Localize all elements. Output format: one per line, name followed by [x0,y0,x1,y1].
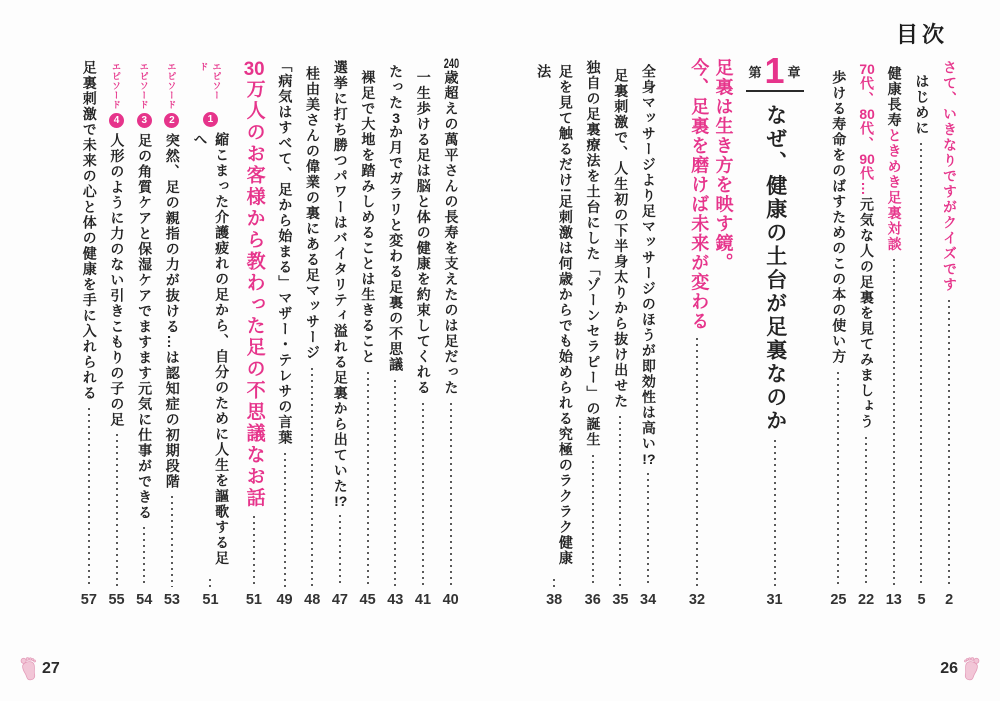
dotted-leader [394,380,396,588]
page-number: 49 [276,592,293,608]
dotted-leader [450,403,452,588]
toc-entry [637,56,659,608]
toc-entry [440,56,462,608]
folio-right [940,656,980,681]
toc-entry [274,56,296,608]
right-page-columns [526,50,960,608]
dotted-leader [619,416,621,587]
chapter-block [746,50,804,608]
dotted-leader [893,259,895,587]
dotted-leader [209,579,211,587]
toc-title: 目次 [895,22,948,47]
toc-entry-episode [161,56,183,608]
episode-label: エピソード [166,62,177,110]
dotted-leader [865,437,867,588]
toc-entry [610,56,632,608]
entry-text: 一生歩ける足は脳と体の健康を約束してくれる [415,70,432,396]
toc-entry [412,56,434,608]
page-number: 54 [136,592,153,608]
left-page-columns [72,56,461,608]
toc-entry [911,56,933,608]
entry-text: 人形のように力のない引きこもりの子の足 [109,132,126,427]
chapter-heading: 第 1 章 [746,56,804,92]
entry-text: 突然、足の親指の力が抜ける…は認知症の初期段階 [164,132,181,489]
page-number: 13 [885,592,902,608]
page-number: 32 [688,592,706,608]
dotted-leader [696,338,698,587]
entry-text: 240歳超えの萬平さんの長寿を支えたのは足だった [443,56,460,396]
page-number: 57 [80,592,97,608]
dotted-leader [253,516,255,587]
dotted-leader [284,453,286,588]
episode-label: エピソード [111,62,122,110]
page-number: 34 [640,592,657,608]
chapter-title: なぜ、健康の土台が足裏なのか [763,103,787,433]
dotted-leader [592,455,594,588]
episode-number-badge: 4 [109,113,124,128]
entry-text: たった3か月でガラリと変わる足裏の不思議 [388,64,405,373]
dotted-leader [837,372,839,588]
entry-text: 健康長寿ときめき足裏対談 [886,66,903,252]
page-number: 25 [830,592,847,608]
entry-text: 縮こまった介護疲れの足から、自分のために人生を謳歌する足へ [192,131,231,566]
toc-entry [301,56,323,608]
page-number: 2 [945,592,954,608]
toc-entry [582,56,604,608]
toc-entry [938,56,960,608]
dotted-leader [920,143,922,587]
episode-number-badge: 2 [164,113,179,128]
page-number: 55 [108,592,125,608]
dotted-leader [774,440,776,587]
episode-label: エピソード [198,62,222,100]
dotted-leader [116,434,118,587]
dotted-leader [311,368,313,588]
entry-text: 足の角質ケアと保湿ケアでますます元気に仕事ができる [137,132,154,520]
page-number: 31 [766,592,783,608]
toc-entry [357,56,379,608]
toc-entry [828,56,850,608]
toc-entry [855,56,877,608]
dotted-leader [553,579,555,587]
dotted-leader [339,515,341,587]
episode-label: エピソード [138,62,149,110]
episode-number-badge: 3 [137,113,152,128]
foot-icon [963,656,980,681]
page-number: 38 [546,592,563,608]
page-number: 51 [202,592,219,608]
entry-text: 30万人のお客様から教わった足の不思議なお話 [243,60,265,509]
dotted-leader [367,372,369,588]
dotted-leader [647,473,649,588]
toc-entry-episode [133,56,155,608]
entry-text: 全身マッサージより足マッサージのほうが即効性は高い!? [640,64,657,466]
page-number: 40 [442,592,459,608]
folio-page-number: 27 [42,659,60,677]
page-number: 51 [245,592,262,608]
entry-text: 足裏刺激で未来の心と体の健康を手に入れられる [81,60,98,401]
entry-text: 歩ける寿命をのばすためのこの本の使い方 [831,70,848,365]
subtitle-text: 足裏は生き方を映す鏡。 今、足裏を磨けば未来が変わる [689,58,734,331]
foot-icon [20,656,37,681]
dotted-leader [143,527,145,587]
chapter-number: 1 [764,50,785,91]
page-number: 48 [304,592,321,608]
page-number: 47 [331,592,348,608]
folio-left [20,656,60,681]
dotted-leader [171,496,173,587]
entry-text: 独自の足裏療法を土台にした「ゾーンセラピー」の誕生 [585,60,602,448]
dotted-leader [948,300,950,588]
page-number: 53 [163,592,180,608]
page-number: 5 [917,592,926,608]
page-number: 22 [858,592,875,608]
toc-entry-episode [189,56,232,608]
toc-entry [883,56,905,608]
page-number: 41 [414,592,432,608]
toc-entry [240,56,268,608]
entry-text: 足裏刺激で、人生初の下半身太りから抜け出せた [613,68,630,409]
entry-text: 「病気はすべて、足から始まる」マザー・テレサの言葉 [277,58,294,446]
dotted-leader [88,408,90,587]
page-number: 36 [584,592,601,608]
toc-entry [329,56,351,608]
folio-page-number: 26 [940,659,958,677]
episode-number-badge: 1 [203,112,218,127]
toc-entry [384,56,406,608]
page-number: 35 [612,592,629,608]
entry-text: 選挙に打ち勝つパワーはバイタリティ溢れる足裏から出ていた!? [332,60,349,508]
toc-entry [78,56,100,608]
entry-text: 裸足で大地を踏みしめることは生きること [360,70,377,365]
page-number: 45 [359,592,376,608]
entry-text: 足を見て触るだけ!足刺激は何歳からでも始められる究極のラクラク健康法 [536,64,574,567]
chapter-subtitle [687,56,736,608]
entry-text: 桂由美さんの偉業の裏にある足マッサージ [305,66,322,361]
entry-text: 70代、80代、90代…元気な人の足裏を見てみましょう [858,62,875,430]
entry-text: はじめに [914,74,931,136]
entry-text: さて、いきなりですがクイズです [942,60,958,293]
toc-entry [532,56,575,608]
page-number: 43 [387,592,404,608]
toc-entry-episode [106,56,128,608]
dotted-leader [422,403,424,588]
